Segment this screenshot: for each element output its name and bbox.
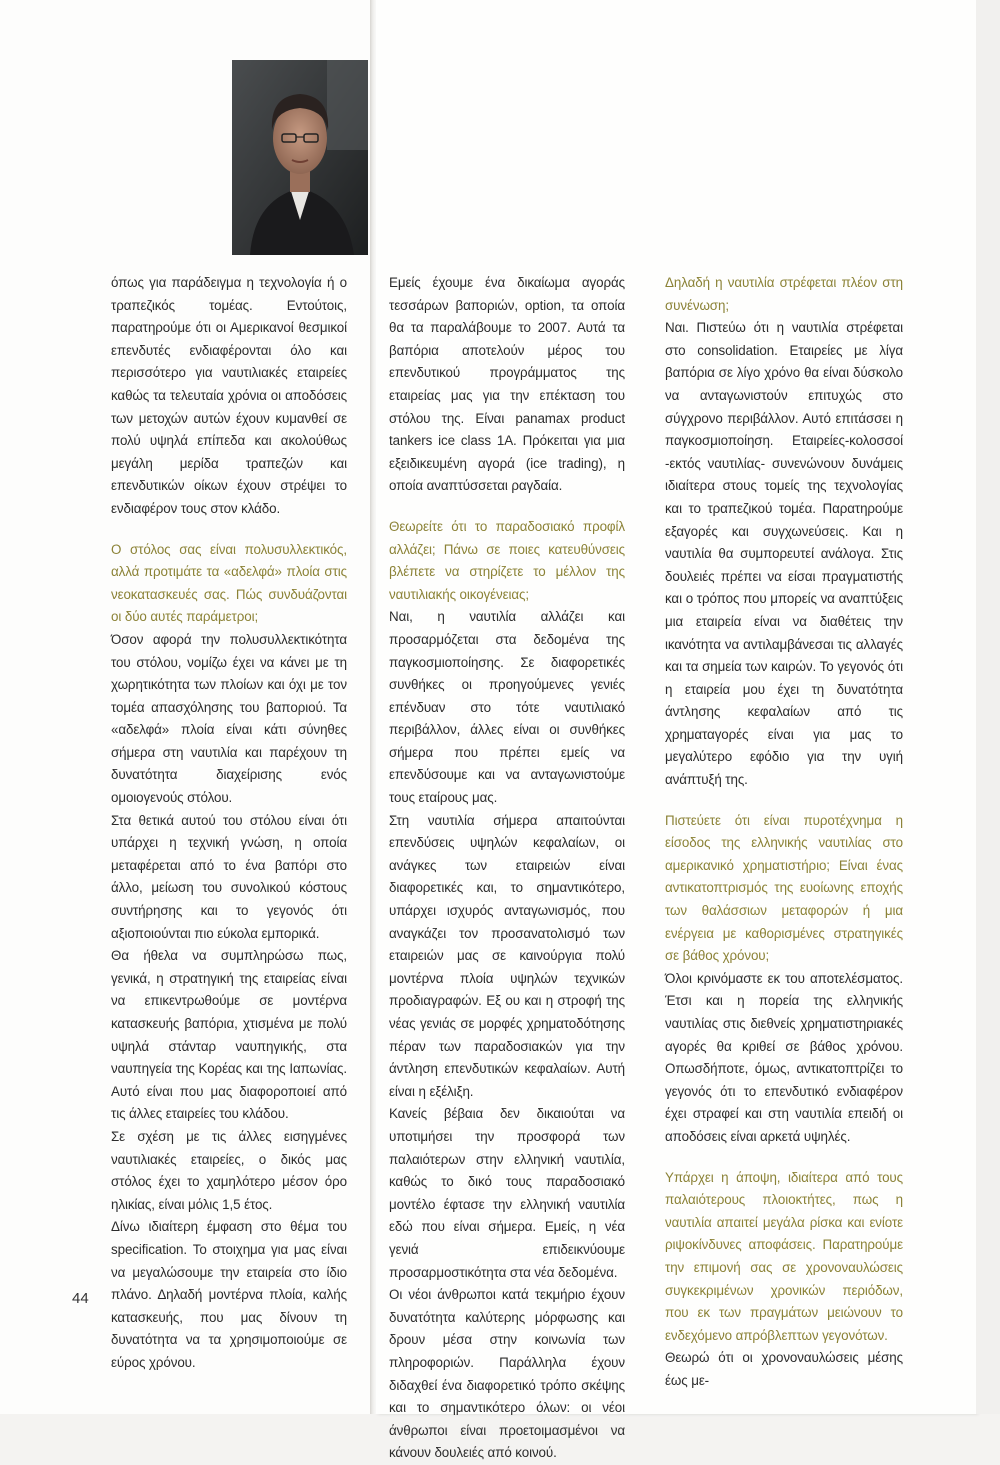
interview-question: Υπάρχει η άποψη, ιδιαίτερα από τους παλαιότερους πλοιοκτήτες, πως η ναυτιλία απαιτεί μεγάλα ρίσκα και ενίοτε ριψοκίνδυνες αποφάσεις. Παρατηρούμε την επιμονή σας σε χρονοναυλώσεις συγκεκριμένων χρονικών περιόδων, που εκ των πραγμάτων μειώνουν το ενδεχόμενο απρόβλεπτων γεγονότων. bbox=[665, 1169, 903, 1343]
interviewee-photo bbox=[232, 60, 368, 255]
interview-answer: Κανείς βέβαια δεν δικαιούται να υποτιμήσει την προσφορά των παλαιότερων στην ελληνική ναυτιλία, καθώς το δικό τους παραδοσιακό μοντέλο έφτασε την ελληνική ναυτιλία εδώ που είναι σήμερα. Εμείς, η νέα γενιά επιδεικνύουμε προσαρμοστικότητα στα νέα δεδομένα. bbox=[389, 1106, 625, 1280]
interview-answer: Όλοι κρινόμαστε εκ του αποτελέσματος. Έτσι και η πορεία της ελληνικής ναυτιλίας στις διεθνείς χρηματιστηριακές αγορές θα κριθεί σε βάθος χρόνου. Οπωσδήποτε, όμως, αντικατοπτρίζει το γεγονός ότι το επενδυτικό ενδιαφέρον έχει στραφεί και στη ναυτιλία επειδή οι αποδόσεις είναι αρκετά υψηλές. bbox=[665, 970, 903, 1144]
interview-answer: Θα ήθελα να συμπληρώσω πως, γενικά, η στρατηγική της εταιρείας είναι να επικεντρωθούμε σε μοντέρνα κατασκευής βαπόρια, χτισμένα με πολύ υψηλά στάνταρ ναυπηγικής, στα ναυπηγεία της Κορέας και της Ιαπωνίας. Αυτό είναι που μας διαφοροποιεί από τις άλλες εταιρείες του κλάδου. bbox=[111, 948, 347, 1122]
section-gap bbox=[665, 792, 903, 810]
interview-answer: Οι νέοι άνθρωποι κατά τεκμήριο έχουν δυνατότητα καλύτερης μόρφωσης και δρουν μέσα στην κοινωνία των πληροφοριών. Παράλληλα έχουν διδαχθεί ένα διαφορετικό τρόπο σκέψης και το σημαντικότερο όλων: οι νέοι άνθρωποι είναι προετοιμασμένοι να κάνουν δουλειές από κοινού. bbox=[389, 1287, 625, 1461]
text-column-1 bbox=[111, 272, 347, 1375]
interview-answer: Στα θετικά αυτού του στόλου είναι ότι υπάρχει η τεχνική γνώση, η οποία μεταφέρεται από το ένα βαπόρι στο άλλο, μείωση του συνολικού κόστους συντήρησης και το γεγονός ότι αξιοπoιoύνται πιο εύκολα εμπορικά. bbox=[111, 812, 347, 941]
interview-question: Δηλαδή η ναυτιλία στρέφεται πλέον στη συνένωση; bbox=[665, 275, 903, 313]
interview-question: Θεωρείτε ότι το παραδοσιακό προφίλ αλλάζει; Πάνω σε ποιες κατευθύνσεις βλέπετε να στηρίζετε το μέλλον της ναυτιλιακής οικογένειας; bbox=[389, 518, 625, 602]
interview-answer: Ναι, η ναυτιλία αλλάζει και προσαρμόζεται στα δεδομένα της παγκοσμιοποίησης. Σε διαφορετικές συνθήκες οι προηγούμενες γενιές επένδυαν στο τότε ναυτιλιακό περιβάλλον, άλλες είναι οι συνθήκες σήμερα που πρέπει εμείς να επενδύσουμε και να ανταγωνιστούμε τους εταίρους μας. bbox=[389, 609, 625, 806]
interview-answer: Θεωρώ ότι οι χρονοναυλώσεις μέσης έως με- bbox=[665, 1350, 903, 1388]
section-gap bbox=[389, 498, 625, 516]
section-gap bbox=[111, 521, 347, 539]
interview-answer: Δίνω ιδιαίτερη έμφαση στο θέμα του specification. Το στοιχημα για μας είναι να μεγαλώσουμε την εταιρεία στο ίδιο πλάνο. Δηλαδή μοντέρνα πλοία, καλής κατασκευής, που μας δίνουν τη δυνατότητα να τα χρησιμοποιούμε σε εύρος χρόνου. bbox=[111, 1219, 347, 1370]
section-gap bbox=[665, 1149, 903, 1167]
interview-question: Πιστεύετε ότι είναι πυροτέχνημα η είσοδος της ελληνικής ναυτιλίας στο αμερικανικό χρηματιστήριο; Είναι ένας αντικατοπτρισμός της ευοίωνης εποχής των θαλάσσιων μεταφορών ή μια ενέργεια με καθορισμένες στρατηγικές σε βάθος χρόνου; bbox=[665, 812, 903, 964]
interview-question: Ο στόλος σας είναι πολυσυλλεκτικός, αλλά προτιμάτε τα «αδελφά» πλοία στις νεοκατασκευές σας. Πώς συνδυάζονται οι δύο αυτές παράμετροι; bbox=[111, 541, 347, 625]
interview-answer: Σε σχέση με τις άλλες εισηγμένες ναυτιλιακές εταιρείες, ο δικός μας στόλος έχει το χαμηλότερο μέσον όρο ηλικίας, είναι μόλις 1,5 έτος. bbox=[111, 1128, 347, 1212]
text-column-3 bbox=[665, 272, 903, 1393]
interview-answer: Εμείς έχουμε ένα δικαίωμα αγοράς τεσσάρων βαποριών, option, τα οποία θα τα παραλάβουμε το 2007. Αυτά τα βαπόρια αποτελούν μέρος του επενδυτικού προγράμματος της εταιρείας μας για την επέκταση του στόλου της. Είναι panamax product tankers ice class 1A. Πρόκειται για μια εξειδικευμένη αγορά (ice trading), η οποία αναπτύσσεται ραγδαία. bbox=[389, 275, 625, 494]
interview-answer: Ναι. Πιστεύω ότι η ναυτιλία στρέφεται στο consolidation. Εταιρείες με λίγα βαπόρια σε λίγο χρόνο θα είναι δύσκολο να ανταγωνιστούν επιτυχώς στο σύγχρονο περιβάλλον. Αυτό επιτάσσει η παγκοσμιοποίηση. Εταιρείες-κολοσσοί -εκτός ναυτιλίας- συνενώνουν δυνάμεις ιδιαίτερα στους τομείς της τεχνολογίας και το τραπεζικού τομέα. Παρατηρούμε εξαγορές και συγχωνεύσεις. Και η ναυτιλία θα συμπορευτεί ανάλογα. Στις δουλειές πρέπει να είσαι πραγματιστής και ο τρόπος που μπορείς να αναπτύξεις μια εταιρεία είναι να διαθέτεις την ικανότητα να αντιλαμβάνεσαι τις αλλαγές και τα σημεία των καιρών. Το γεγονός ότι η εταιρεία μου έχει τη δυνατότητα άντλησης κεφαλαίων από τις χρηματαγορές είναι για μας το μεγαλύτερο εφόδιο για την υγιή ανάπτυξή της. bbox=[665, 320, 903, 788]
interview-answer: Στη ναυτιλία σήμερα απαιτούνται επενδύσεις υψηλών κεφαλαίων, οι ανάγκες των εταιρειών είναι διαφορετικές και, το σημαντικότερο, υπάρχει ισχυρός ανταγωνισμός, που αναγκάζει τον προσανατολισμό των εταιρειών μας σε καινούργια πολύ μοντέρνα πλοία υψηλών τεχνικών προδιαγραφών. Εξ ου και η στροφή της νέας γενιάς σε μορφές χρηματοδότησης πέραν των παραδοσιακών για την άντληση επενδυτικών κεφαλαίων. Αυτή είναι η εξέλιξη. bbox=[389, 812, 625, 1099]
page-number: 44 bbox=[72, 1290, 89, 1307]
page-edge bbox=[976, 0, 1000, 1414]
interview-answer: όπως για παράδειγμα η τεχνολογία ή ο τραπεζικός τομέας. Εντούτοις, παρατηρούμε ότι οι Αμερικανοί θεσμικοί επενδυτές ενδιαφέρονται όλο και περισσότερο για ναυτιλιακές εταιρείες καθώς τα τελευταία χρόνια οι αποδόσεις των μετοχών αυτών έχουν κυμανθεί σε πολύ υψηλά επίπεδα και ακολούθως μεγάλη μερίδα τραπεζών και επενδυτικών οίκων έχουν στρέψει το ενδιαφέρον τους στον κλάδο. bbox=[111, 275, 347, 516]
text-column-2 bbox=[389, 272, 625, 1465]
interview-answer: Όσον αφορά την πολυσυλλεκτικότητα του στόλου, νομίζω έχει να κάνει με τη χωρητικότητα των πλοίων και όχι με τον τομέα απασχόλησης του βαπoριού. Τα «αδελφά» πλοία είναι κάτι σύνηθες σήμερα στη ναυτιλία και παρέχουν τη δυνατότητα διαχείρισης ενός ομοιογενούς στόλου. bbox=[111, 631, 347, 806]
